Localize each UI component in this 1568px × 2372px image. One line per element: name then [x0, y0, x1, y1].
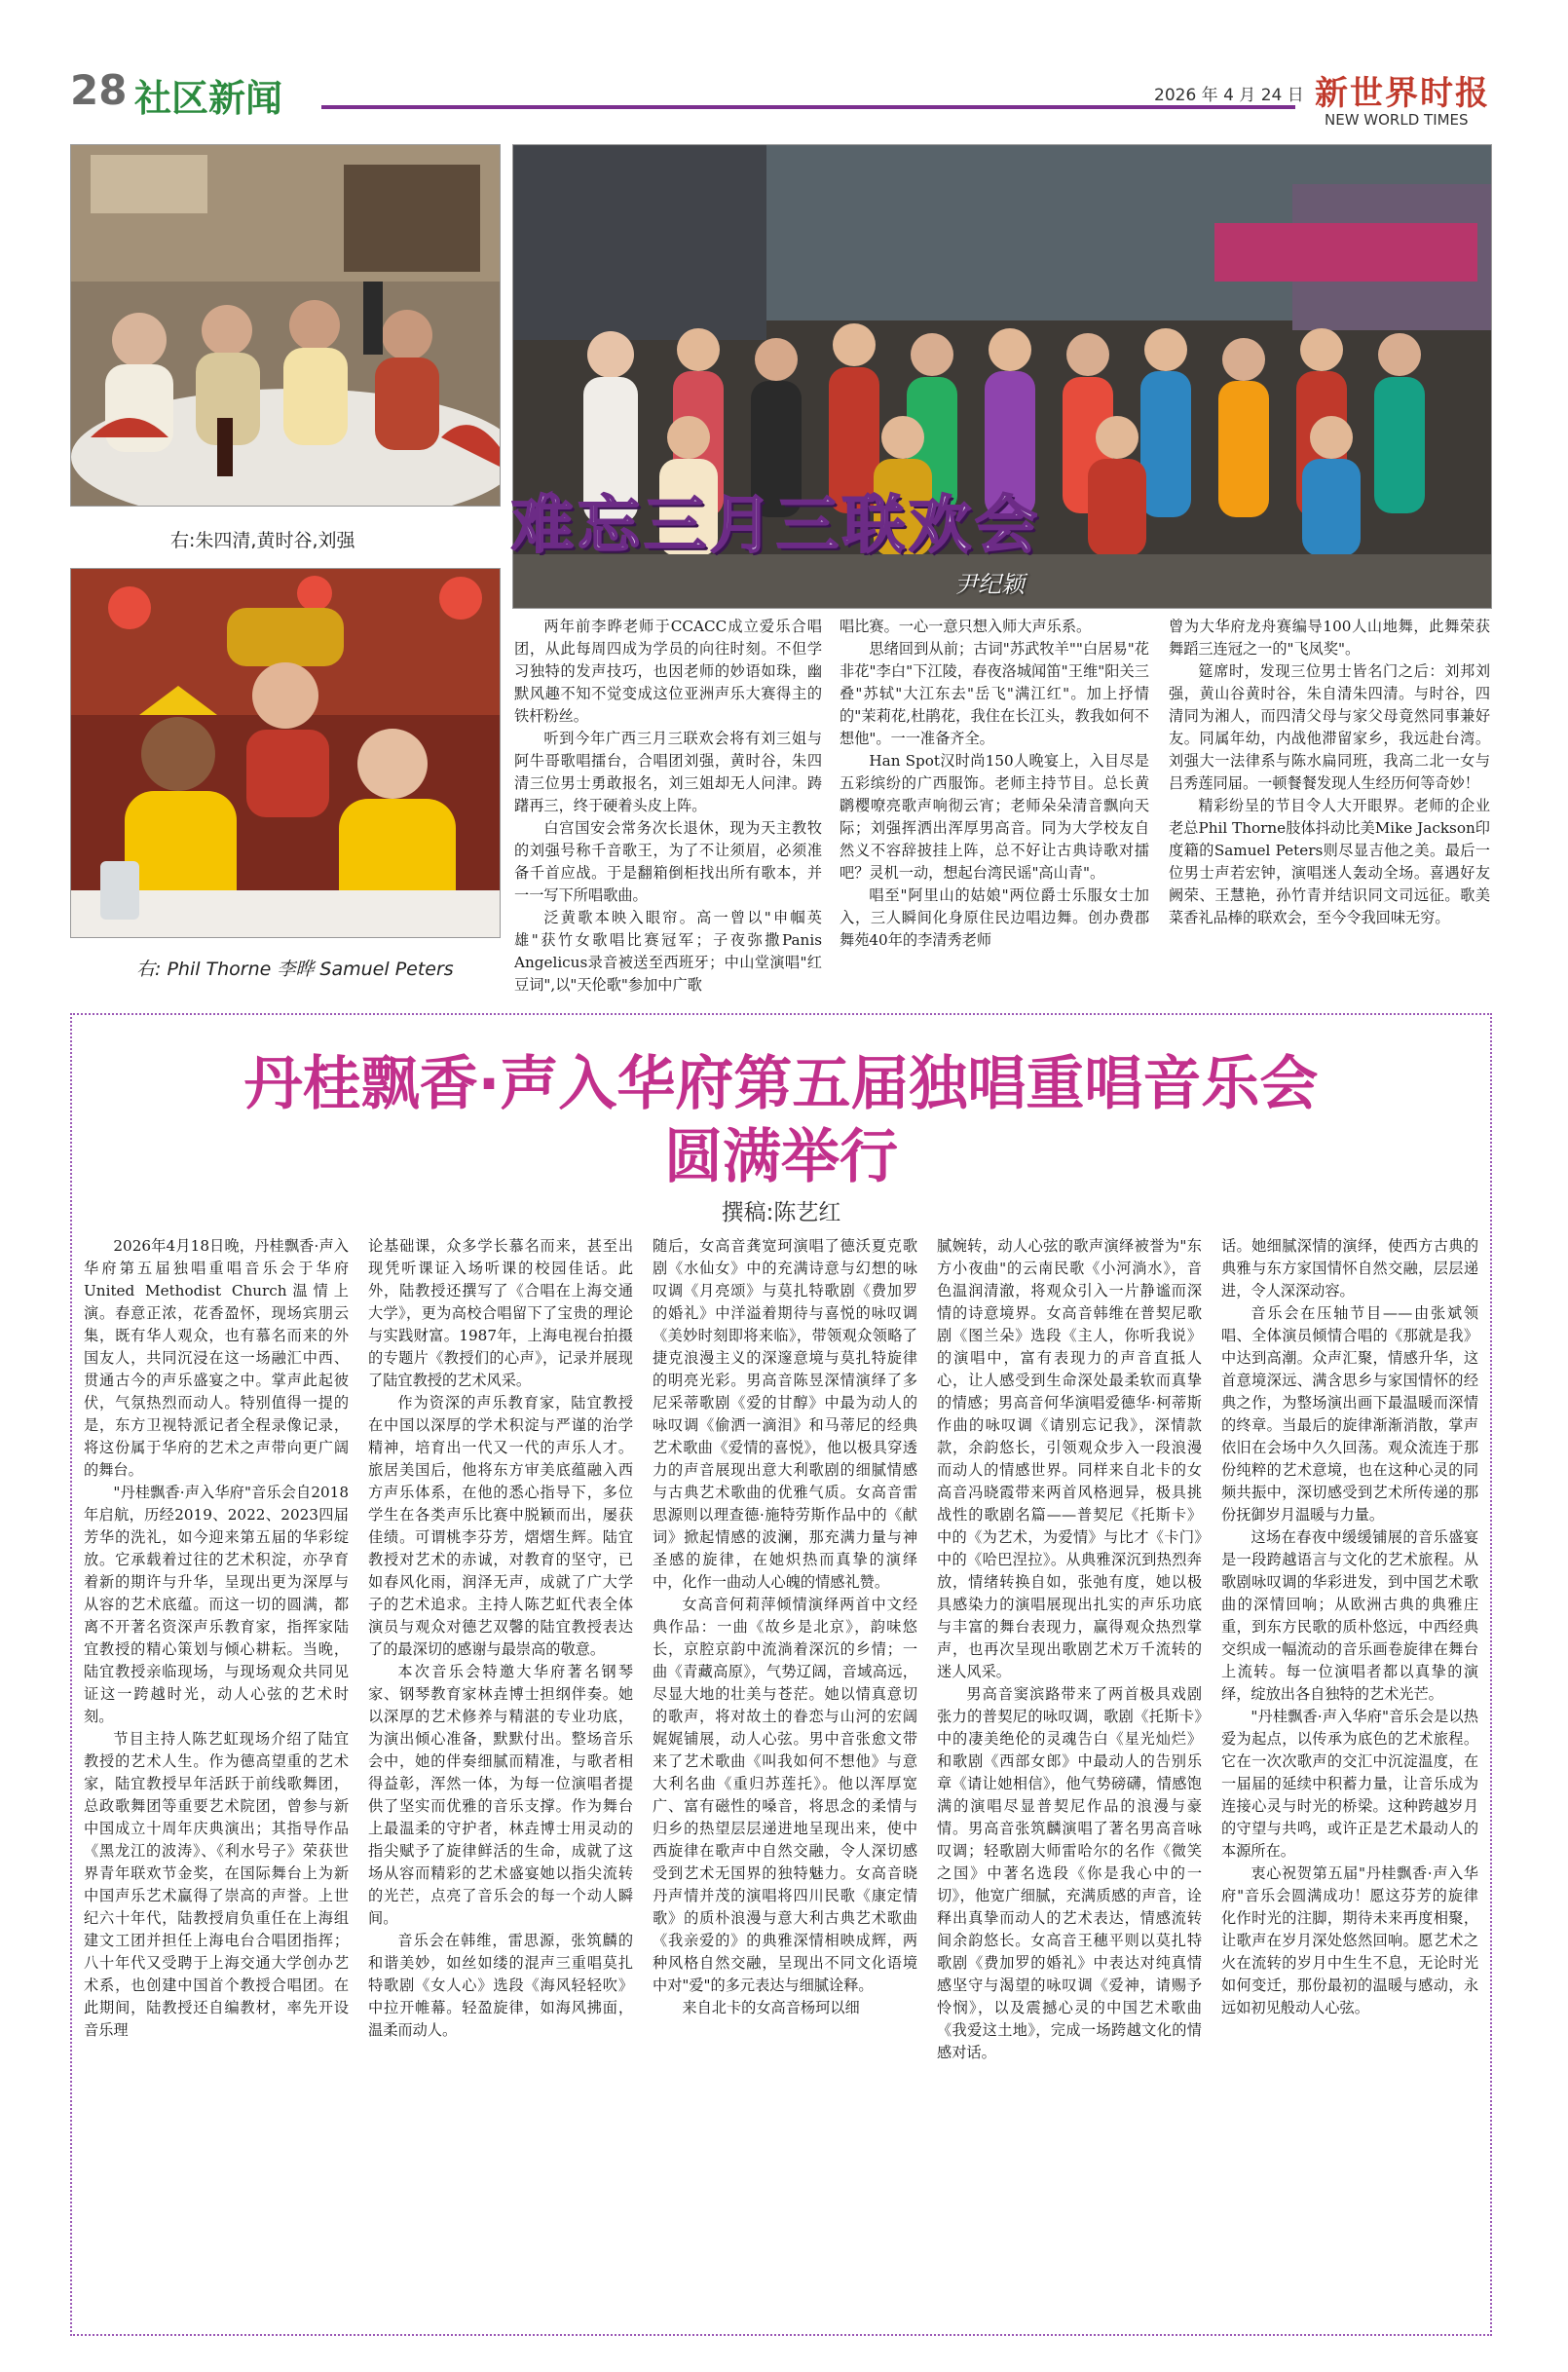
paragraph: 白宫国安会常务次长退休，现为天主教牧的刘强号称千音歌王，为了不让须眉，必须准备千首应战。于是翻箱倒柜找出所有歌本，并一一写下所唱歌曲。 [514, 819, 822, 904]
article1-column-1 [514, 616, 822, 1000]
paragraph: 论基础课，众多学长慕名而来，甚至出现凭听课证入场听课的校园佳话。此外，陆教授还撰写了《合唱在上海交通大学》，更为高校合唱留下了宝贵的理论与实践财富。1987年，上海电视台拍摄的专题片《教授们的心声》，记录并展现了陆宜教授的艺术风采。 [368, 1237, 633, 1389]
paragraph: 女高音何莉萍倾情演绎两首中文经典作品：一曲《故乡是北京》，韵味悠长，京腔京韵中流淌着深沉的乡情；一曲《青藏高原》，气势辽阔，音域高远，尽显大地的壮美与苍茫。她以情真意切的歌声，将对故土的眷恋与山河的宏阔娓娓铺展，动人心弦。男中音张愈文带来了艺术歌曲《叫我如何不想他》与意大利名曲《重归苏莲托》。他以浑厚宽广、富有磁性的嗓音，将思念的柔情与归乡的热望层层递进地呈现出来，使中西旋律在歌声中自然交融，令人深切感受到艺术无国界的独特魅力。女高音晓丹声情并茂的演唱将四川民歌《康定情歌》的质朴浪漫与意大利古典艺术歌曲《我亲爱的》的典雅深情相映成辉，两种风格自然交融，呈现出不同文化语境中对"爱"的多元表达与细腻诠释。 [653, 1596, 917, 1994]
article2-column-5 [1221, 1235, 1478, 2321]
paragraph: 听到今年广西三月三联欢会将有刘三姐与阿牛哥歌唱擂台，合唱团刘强，黄时谷，朱四清三位男士勇敢报名，刘三姐却无人问津。踌躇再三，终于硬着头皮上阵。 [514, 730, 822, 814]
photo-dinner-table [70, 144, 501, 507]
paragraph: 衷心祝贺第五届"丹桂飘香·声入华府"音乐会圆满成功！愿这芬芳的旋律化作时光的注脚，期待未来再度相聚，让歌声在岁月深处悠然回响。愿艺术之火在流转的岁月中生生不息，无论时光如何变迁，那份最初的温暖与感动，永远如初见般动人心弦。 [1221, 1864, 1478, 2016]
page-number: 28 [70, 66, 128, 114]
paragraph: 音乐会在韩维，雷思源，张筑麟的和谐美妙，如丝如缕的混声三重唱莫扎特歌剧《女人心》选段《海风轻轻吹》中拉开帷幕。轻盈旋律，如海风拂面，温柔而动人。 [368, 1932, 633, 2039]
paragraph: 两年前李晔老师于CCACC成立爱乐合唱团，从此每周四成为学员的向往时刻。不但学习独特的发声技巧，也因老师的妙语如珠，幽默风趣不知不觉变成这位亚洲声乐大赛得主的铁杆粉丝。 [514, 618, 822, 725]
article2-column-1 [84, 1235, 349, 2321]
paragraph: 节目主持人陈艺虹现场介绍了陆宜教授的艺术人生。作为德高望重的艺术家，陆宜教授早年活跃于前线歌舞团，总政歌舞团等重要艺术院团，曾参与新中国成立十周年庆典演出；其指导作品《黑龙江的波涛》、《利水号子》荣获世界青年联欢节金奖，在国际舞台上为新中国声乐艺术赢得了崇高的声誉。上世纪六十年代，陆教授肩负重任在上海组建文工团并担任上海电台合唱团指挥；八十年代又受聘于上海交通大学创办艺术系，也创建中国首个教授合唱团。在此期间，陆教授还自编教材，率先开设音乐理 [84, 1730, 349, 2039]
masthead-chinese: 新世界时报 [1315, 74, 1490, 113]
caption-top-left: 右:朱四清,黄时谷,刘强 [170, 530, 355, 551]
paragraph: 男高音窦滨路带来了两首极具戏剧张力的普契尼的咏叹调，歌剧《托斯卡》中的凄美绝伦的灵魂告白《星光灿烂》和歌剧《西部女郎》中最动人的告别乐章《请让她相信》，他气势磅礴，情感饱满的演唱尽显普契尼作品的浪漫与豪情。男高音张筑麟演唱了著名男高音咏叹调；轻歌剧大师雷哈尔的名作《微笑之国》中著名选段《你是我心中的一切》，他宽广细腻，充满质感的声音，诠释出真挚而动人的艺术表达，情感流转间余韵悠长。女高音王穗平则以莫扎特歌剧《费加罗的婚礼》中表达对纯真情感坚守与渴望的咏叹调《爱神，请赐予怜悯》，以及震撼心灵的中国艺术歌曲《我爱这土地》，完成一场跨越文化的情感对话。 [937, 1685, 1202, 2061]
paragraph: 唱至"阿里山的姑娘"两位爵士乐服女士加入，三人瞬间化身原住民边唱边舞。创办费郡舞苑40年的李清秀老师 [840, 886, 1149, 949]
paragraph: 这场在春夜中缓缓铺展的音乐盛宴是一段跨越语言与文化的艺术旅程。从歌剧咏叹调的华彩进发，到中国艺术歌曲的深情回响；从欧洲古典的典雅庄重，到东方民歌的质朴悠远，中西经典交织成一幅流动的音乐画卷旋律在舞台上流转。每一位演唱者都以真挚的演绎，绽放出各自独特的艺术光芒。 [1221, 1528, 1478, 1703]
article1-column-2 [840, 616, 1149, 1000]
paragraph: 唱比赛。一心一意只想入师大声乐系。 [840, 618, 1092, 635]
paragraph: 精彩纷呈的节目令人大开眼界。老师的企业老总Phil Thorne肢体抖动比美Mike Jackson印度籍的Samuel Peters则尽显吉他之美。最后一位男士声若宏钟，演唱迷人轰动全场。喜遇好友阙荣、王慧艳，孙竹青并结识同文司远征。歌美菜香礼品棒的联欢会，至今令我回味无穷。 [1169, 797, 1490, 926]
paragraph: 腻婉转，动人心弦的歌声演绎被誉为"东方小夜曲"的云南民歌《小河淌水》，音色温润清澈，将观众引入一片静谧而深情的诗意境界。女高音韩维在普契尼歌剧《图兰朵》选段《主人，你听我说》的演唱中，富有表现力的声音直抵人心，让人感受到生命深处最柔软而真挚的情感；男高音何华演唱爱德华·柯蒂斯作曲的咏叹调《请别忘记我》，深情款款，余韵悠长，引领观众步入一段浪漫而动人的情感世界。同样来自北卡的女高音冯晓霞带来两首风格迥异，极具挑战性的歌剧名篇——普契尼《托斯卡》中的《为艺术，为爱情》与比才《卡门》中的《哈巴涅拉》。从典雅深沉到热烈奔放，情绪转换自如，张弛有度，她以极具感染力的演唱展现出扎实的声乐功底与丰富的舞台表现力，赢得观众热烈掌声，也再次呈现出歌剧艺术万千流转的迷人风采。 [937, 1237, 1202, 1680]
paragraph: 2026年4月18日晚，丹桂飘香·声入华府第五届独唱重唱音乐会于华府United Methodist Church温情上演。春意正浓，花香盈怀，现场宾朋云集，既有华人观众，也有慕名而来的外国友人，共同沉浸在这一场融汇中西、贯通古今的声乐盛宴之中。掌声此起彼伏，气氛热烈而动人。特别值得一提的是，东方卫视特派记者全程录像记录，将这份属于华府的艺术之声带向更广阔的舞台。 [84, 1237, 349, 1479]
paragraph: 音乐会在压轴节目——由张斌领唱、全体演员倾情合唱的《那就是我》中达到高潮。众声汇聚，情感升华，这首意境深远、满含思乡与家国情怀的经典之作，为整场演出画下最温暖而深情的终章。当最后的旋律渐渐消散，掌声依旧在会场中久久回荡。观众流连于那份纯粹的艺术意境，也在这种心灵的同频共振中，深切感受到艺术所传递的那份抚御岁月温暖与力量。 [1221, 1304, 1478, 1524]
paragraph: 来自北卡的女高音杨珂以细 [682, 1999, 860, 2016]
paragraph: 随后，女高音龚宽珂演唱了德沃夏克歌剧《水仙女》中的充满诗意与幻想的咏叹调《月亮颂》与莫扎特歌剧《费加罗的婚礼》中洋溢着期待与喜悦的咏叹调《美妙时刻即将来临》，带领观众领略了捷克浪漫主义的深邃意境与莫扎特旋律的明亮光彩。男高音陈昱深情演绎了多尼采蒂歌剧《爱的甘醇》中最为动人的咏叹调《偷洒一滴泪》和马蒂尼的经典艺术歌曲《爱情的喜悦》，他以极具穿透力的声音展现出意大利歌剧的细腻情感与古典艺术歌曲的优雅气质。女高音雷思源则以理查德·施特劳斯作品中的《献词》掀起情感的波澜，那充满力量与神圣感的旋律，在她炽热而真挚的演绎中，化作一曲动人心魄的情感礼赞。 [653, 1237, 917, 1591]
article1-column-3 [1169, 616, 1490, 1000]
paragraph: Han Spot汉时尚150人晚宴上，入目尽是五彩缤纷的广西服饰。老师主持节目。总长黄䴙樱嘹亮歌声响彻云宵；老师朵朵清音飘向天际；刘强挥洒出浑厚男高音。同为大学校友自然义不容辞披挂上阵，总不好让古典诗歌对擂吧？灵机一动，想起台湾民谣"高山青"。 [840, 752, 1149, 882]
article2-column-3 [653, 1235, 917, 2321]
photo-costume-trio [70, 568, 501, 938]
article1-title: 难忘三月三联欢会 [511, 490, 1041, 562]
issue-date: 2026 年 4 月 24 日 [1154, 86, 1304, 105]
masthead-english: NEW WORLD TIMES [1325, 111, 1469, 129]
article2-column-2 [368, 1235, 633, 2321]
paragraph: 泛黄歌本映入眼帘。高一曾以"申帼英雄"获竹女歌唱比赛冠军；子夜弥撒Panis Angelicus录音被送至西班牙；中山堂演唱"红豆词",以"天伦歌"参加中广歌 [514, 909, 822, 994]
paragraph: 筵席时，发现三位男士皆名门之后：刘邦刘强，黄山谷黄时谷，朱自清朱四清。与时谷，四清同为湘人，而四清父母与家父母竟然同事兼好友。同属年幼，内战他滞留家乡，我远赴台湾。刘强大一法律系与陈水扁同班，我高二北一女与吕秀莲同届。一顿餐餐发现人生经历何等奇妙！ [1169, 662, 1490, 792]
article2-title-line2: 圆满举行 [664, 1123, 898, 1191]
caption-bottom-left: 右: Phil Thorne 李晔 Samuel Peters [136, 959, 454, 980]
article1-author: 尹纪颖 [954, 571, 1025, 598]
paragraph: 话。她细腻深情的演绎，使西方古典的典雅与东方家国情怀自然交融，层层递进，令人深深动容。 [1221, 1237, 1478, 1299]
section-title: 社区新闻 [134, 77, 283, 120]
header-rule [321, 105, 1295, 109]
article2-title-line1: 丹桂飘香·声入华府第五届独唱重唱音乐会 [243, 1050, 1319, 1118]
paragraph: "丹桂飘香·声入华府"音乐会自2018年启航，历经2019、2022、2023四届芳华的洗礼，如今迎来第五届的华彩绽放。它承载着过往的艺术积淀，亦孕育着新的期许与升华，呈现出更为深厚与从容的艺术底蕴。而这一切的圆满，都离不开著名资深声乐教育家，指挥家陆宜教授的精心策划与倾心耕耘。当晚，陆宜教授亲临现场，与现场观众共同见证这一跨越时光，动人心弦的艺术时刻。 [84, 1484, 349, 1725]
article2-byline: 撰稿:陈艺红 [721, 1200, 841, 1225]
photo-costume-trio-illustration [71, 569, 500, 937]
article2-column-4 [937, 1235, 1202, 2321]
paragraph: 作为资深的声乐教育家，陆宜教授在中国以深厚的学术积淀与严谨的治学精神，培育出一代又一代的声乐人才。旅居美国后，他将东方审美底蕴融入西方声乐体系，在他的悉心指导下，多位学生在各类声乐比赛中脱颖而出，屡获佳绩。可谓桃李芬芳，熠熠生辉。陆宜教授对艺术的赤诚，对教育的坚守，已如春风化雨，润泽无声，成就了广大学子的艺术追求。主持人陈艺虹代表全体演员与观众对德艺双馨的陆宜教授表达了的最深切的感谢与最崇高的敬意。 [368, 1394, 633, 1658]
paragraph: "丹桂飘香·声入华府"音乐会是以热爱为起点，以传承为底色的艺术旅程。它在一次次歌声的交汇中沉淀温度，在一届届的延续中积蓄力量，让音乐成为连接心灵与时光的桥梁。这种跨越岁月的守望与共鸣，或许正是艺术最动人的本源所在。 [1221, 1708, 1478, 1860]
paragraph: 思绪回到从前；古词"苏武牧羊""白居易"花非花"李白"下江陵，春夜洛城闻笛"王维"阳关三叠"苏轼"大江东去"岳飞"满江红"。加上抒情的"茉莉花,杜鹃花，我住在长江头，教我如何不想他"。一一准备齐全。 [840, 640, 1149, 747]
paragraph: 本次音乐会特邀大华府著名钢琴家、钢琴教育家林垚博士担纲伴奏。她以深厚的艺术修养与精湛的专业功底，为演出倾心准备，默默付出。整场音乐会中，她的伴奏细腻而精准，与歌者相得益彰，浑然一体，为每一位演唱者提供了坚实而优雅的音乐支撑。作为舞台上最温柔的守护者，林垚博士用灵动的指尖赋予了旋律鲜活的生命，成就了这场从容而精彩的艺术盛宴她以指尖流转的光芒，点亮了音乐会的每一个动人瞬间。 [368, 1663, 633, 1927]
photo-dinner-table-illustration [71, 145, 500, 506]
paragraph: 曾为大华府龙舟赛编导100人山地舞，此舞荣获舞蹈三连冠之一的"飞凤奖"。 [1169, 618, 1490, 658]
